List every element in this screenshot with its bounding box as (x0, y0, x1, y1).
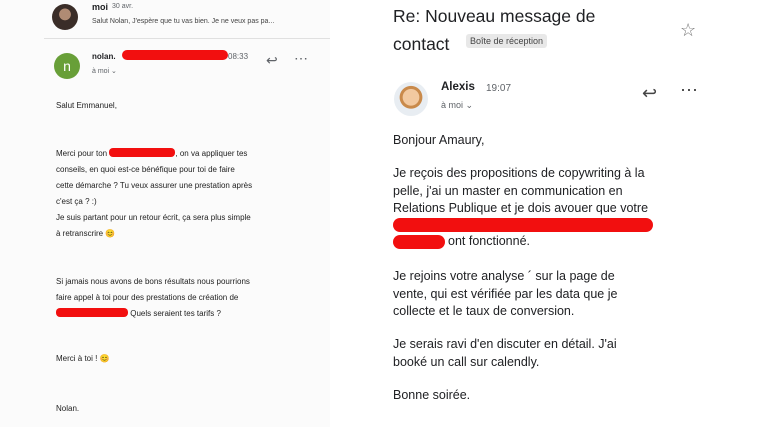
body-text: vente, qui est vérifiée par les data que je (393, 286, 618, 301)
recipient-dropdown[interactable]: à moi ⌄ (441, 100, 474, 110)
redaction-bar (122, 50, 228, 60)
inbox-label-badge[interactable]: Boîte de réception (466, 34, 547, 48)
message-body-paragraph (393, 268, 705, 321)
body-text: booké un call sur calendly. (393, 354, 540, 369)
body-text: conseils, en quoi est-ce bénéfique pour toi de faire (56, 165, 235, 174)
divider (44, 38, 330, 39)
message-body-paragraph: Merci à toi ! 😊 (56, 354, 110, 363)
redaction-bar (393, 218, 653, 232)
body-text: Je reçois des propositions de copywriting à la (393, 166, 645, 180)
redaction-bar (393, 235, 445, 249)
body-text: ont fonctionné. (448, 234, 531, 248)
body-text: Si jamais nous avons de bons résultats nous pourrions (56, 277, 250, 286)
message-signature: Nolan. (56, 404, 80, 413)
message-body-paragraph: Bonne soirée. (393, 388, 471, 402)
message-body-paragraph (393, 165, 705, 218)
subject-line: Re: Nouveau message de (393, 6, 596, 26)
message-body-paragraph (393, 336, 705, 371)
avatar (394, 82, 428, 116)
body-text: , on va appliquer tes (175, 149, 248, 158)
message-sender: Alexis (441, 81, 475, 93)
message-time: 08:33 (228, 52, 249, 61)
reply-icon[interactable]: ↩ (642, 83, 658, 103)
thread-snippet[interactable]: Salut Nolan, J'espère que tu vas bien. Je ne veux pas pa... (92, 18, 275, 25)
message-time: 19:07 (486, 83, 512, 94)
subject-line: contact (393, 34, 450, 54)
body-text: Je serais ravi d'en discuter en détail. J'ai (393, 337, 617, 351)
message-body-paragraph: Salut Emmanuel, (56, 101, 117, 110)
body-text: c'est ça ? :) (56, 197, 97, 206)
redaction-bar (109, 148, 175, 157)
message-body-paragraph (56, 210, 318, 242)
more-vert-icon[interactable]: ⋯ (294, 50, 309, 66)
body-text: cette démarche ? Tu veux assurer une prestation après (56, 181, 253, 190)
redaction-bar (56, 308, 128, 317)
body-text: Merci pour ton (56, 149, 108, 158)
star-icon[interactable]: ☆ (680, 20, 697, 40)
body-text: Je suis partant pour un retour écrit, ça sera plus simple (56, 213, 251, 222)
message-body-paragraph: Bonjour Amaury, (393, 133, 485, 147)
recipient-dropdown[interactable]: à moi ⌄ (92, 68, 117, 75)
body-text: collecte et le taux de conversion. (393, 304, 575, 318)
more-vert-icon[interactable]: ⋯ (680, 80, 699, 100)
body-text: faire appel à toi pour des prestations de création de (56, 293, 239, 302)
reply-icon[interactable]: ↩ (266, 52, 278, 68)
email-subject (393, 2, 673, 58)
body-text: à retranscrire 😊 (56, 229, 116, 238)
thread-sender: moi (92, 2, 109, 12)
avatar (52, 4, 78, 30)
body-text: Je rejoins votre analyse ´ sur la page de (393, 269, 615, 283)
body-text: Quels seraient tes tarifs ? (128, 309, 221, 318)
message-sender: nolan. (92, 52, 116, 61)
avatar: n (54, 53, 80, 79)
body-text: pelle, j'ai un master en communication en (393, 183, 623, 198)
thread-date: 30 avr. (112, 3, 134, 10)
message-body-paragraph (56, 274, 318, 322)
body-text: Relations Publique et je dois avouer que votre (393, 201, 649, 215)
message-body-paragraph (56, 146, 318, 210)
